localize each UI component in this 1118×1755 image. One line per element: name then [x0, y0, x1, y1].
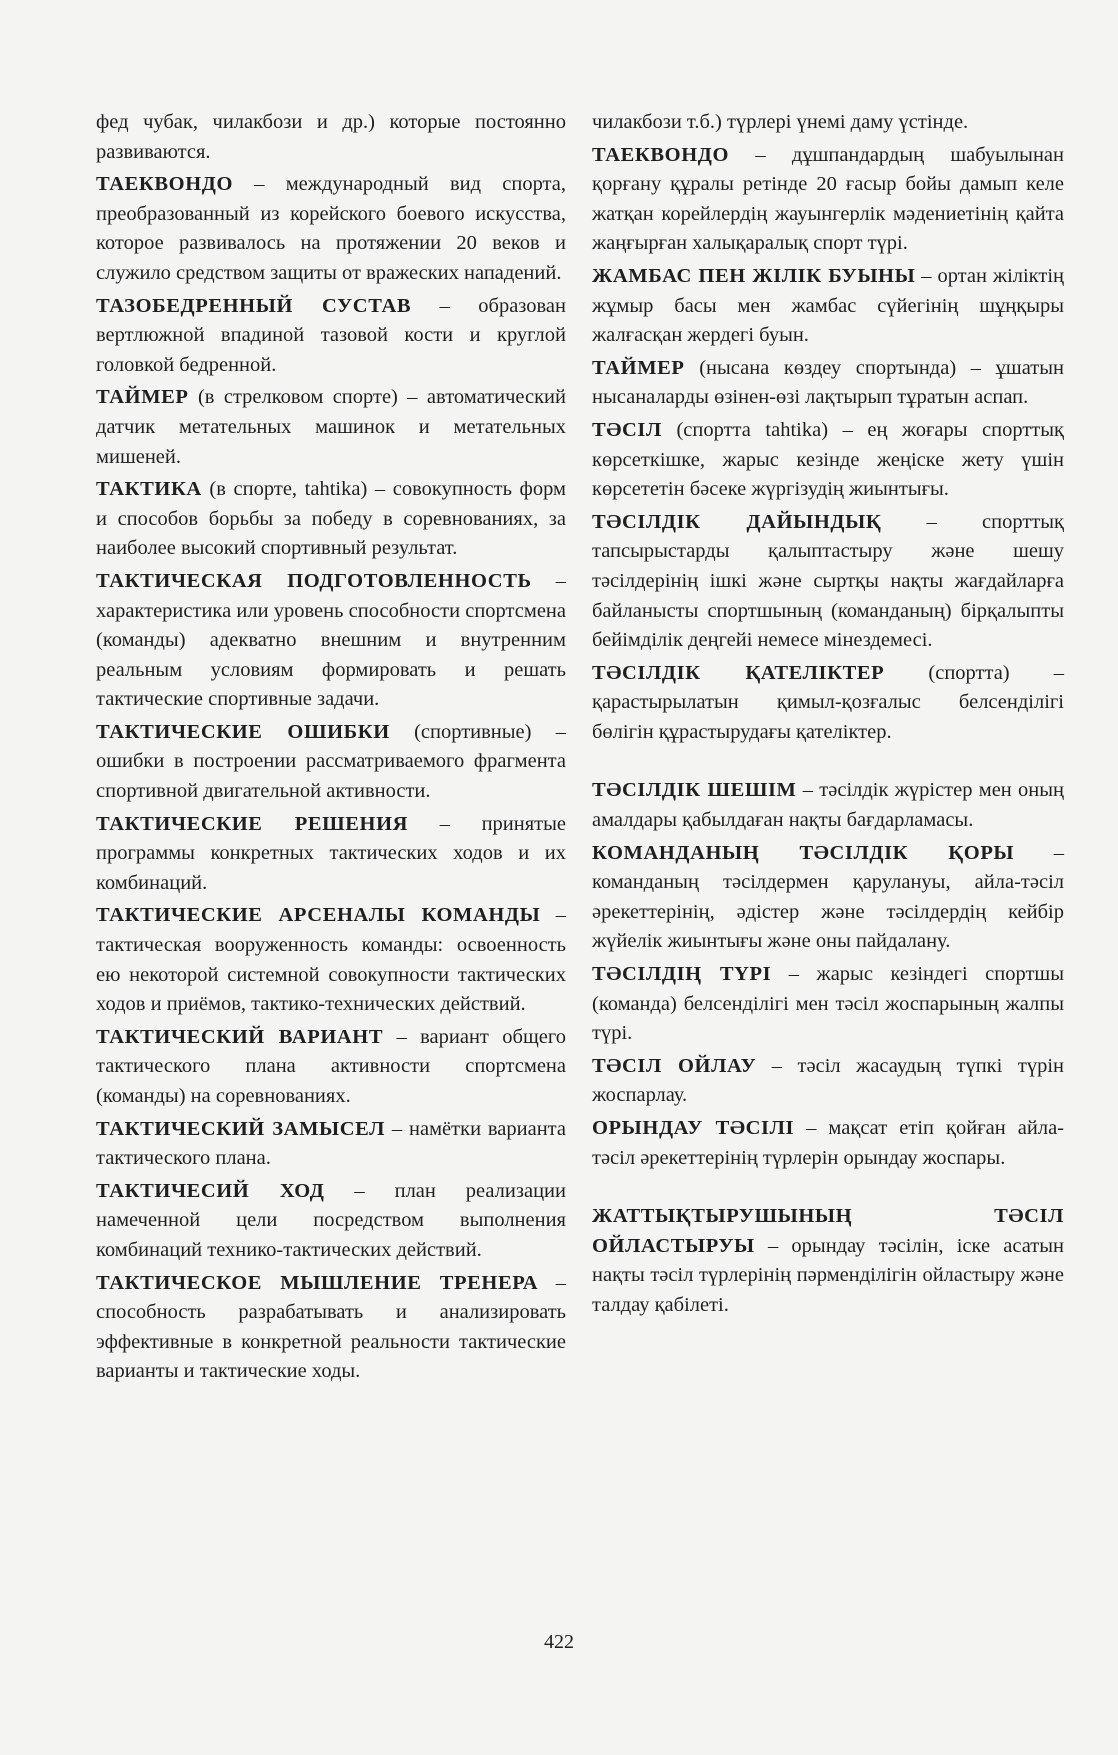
- entry-term: КОМАНДАНЫҢ ТӘСІЛДІК ҚОРЫ: [592, 841, 1015, 864]
- entry-definition: (нысана көздеу спортында) – ұшатын нысаналарды өзінен-өзі лақтырып тұратын аспап.: [592, 356, 1064, 409]
- entry-term: ТАЕКВОНДО: [96, 173, 234, 196]
- dictionary-entry: [96, 901, 566, 1019]
- dictionary-entry: [96, 475, 566, 564]
- entry-term: ТАКТИЧЕСКИЕ РЕШЕНИЯ: [96, 812, 409, 835]
- entry-definition: – тәсілдік жүрістер мен оның амалдары қабылдаған нақты бағдарламасы.: [592, 779, 1064, 832]
- entry-term: ТӘСІЛ: [592, 418, 662, 441]
- entry-definition: (спортта) – қарастырылатын қимыл-қозғалыс белсенділігі бөлігін құрастырудағы қателіктер.: [592, 661, 1064, 743]
- entry-definition: (в стрелковом спорте) – автоматический датчик метательных машинок и метательных мишеней.: [96, 386, 566, 468]
- entry-term: ТАКТИЧЕСКАЯ ПОДГОТОВЛЕННОСТЬ: [96, 569, 532, 592]
- entry-definition: – дұшпандардың шабуылынан қорғану құралы ретінде 20 ғасыр бойы дамып келе жатқан корейлердің жауынгерлік мәдениетінің қайта жаңғырған халықаралық спорт түрі.: [592, 143, 1064, 255]
- entry-definition: – ортан жіліктің жұмыр басы мен жамбас сүйегінің шұңқыры жалғасқан жердегі буын.: [592, 264, 1064, 347]
- entry-definition: – вариант общего тактического плана активности спортсмена (команды) на соревнованиях.: [96, 1025, 566, 1107]
- entry-term: ТАКТИЧЕСКИЕ ОШИБКИ: [96, 720, 390, 743]
- entry-definition: – способность разрабатывать и анализировать эффективные в конкретной реальности тактические варианты и тактические ходы.: [96, 1271, 566, 1383]
- page-number: 422: [544, 1631, 574, 1653]
- dictionary-entry: [96, 383, 566, 472]
- entry-definition: – орындау тәсілін, іске асатын нақты тәсіл түрлерінің пәрменділігін ойластыру және талдау қабілеті.: [592, 1234, 1064, 1316]
- entry-definition: (спортта tahtika) – ең жоғары спорттық көрсеткішке, жарыс кезінде жеңіске жету үшін көрсететін бәсеке жүргізудің жиынтығы.: [592, 418, 1064, 501]
- dictionary-entry: [592, 776, 1064, 835]
- dictionary-entry: [592, 354, 1064, 413]
- left-column-russian: [96, 108, 566, 1390]
- entry-definition: – международный вид спорта, преобразованный из корейского боевого искусства, которое развивалось на протяжении 20 веков и служило средством защиты от вражеских нападений.: [96, 173, 566, 284]
- dictionary-entry: [96, 1269, 566, 1387]
- entry-definition: – принятые программы конкретных тактических ходов и их комбинаций.: [96, 812, 566, 894]
- dictionary-entry: [96, 1177, 566, 1266]
- dictionary-entry: [592, 508, 1064, 656]
- dictionary-entry: [592, 141, 1064, 259]
- dictionary-entry: [592, 416, 1064, 505]
- entry-term: ТАКТИКА: [96, 478, 202, 501]
- dictionary-entry: [96, 567, 566, 715]
- dictionary-entry: [96, 718, 566, 807]
- entry-term: ТАКТИЧЕСИЙ ХОД: [96, 1179, 325, 1202]
- entry-definition: – команданың тәсілдермен қарулануы, айла-тәсіл әрекеттерінің, әдістер және тәсілдердің кейбір жүйелік жиынтығы және оны пайдалану.: [592, 841, 1064, 953]
- dictionary-entry: [96, 108, 566, 167]
- entry-term: ТӘСІЛДІҢ ТҮРІ: [592, 963, 772, 986]
- entry-definition: – образован вертлюжной впадиной тазовой кости и круглой головкой бедренной.: [96, 294, 566, 376]
- entry-definition: – жарыс кезіндегі спортшы (команда) белсенділігі мен тәсіл жоспарының жалпы түрі.: [592, 963, 1064, 1045]
- entry-term: ЖАТТЫҚТЫРУШЫНЫҢ ТӘСІЛ ОЙЛАСТЫРУЫ: [592, 1205, 1064, 1257]
- entry-term: ТӘСІЛДІК ҚАТЕЛІКТЕР: [592, 661, 885, 684]
- spacer: [592, 1176, 1064, 1202]
- entry-term: ОРЫНДАУ ТӘСІЛІ: [592, 1117, 795, 1139]
- dictionary-entry: [96, 292, 566, 381]
- dictionary-entry: [96, 810, 566, 899]
- dictionary-entry: [592, 960, 1064, 1049]
- entry-definition: – план реализации намеченной цели посредством выполнения комбинаций технико-тактических действий.: [96, 1179, 566, 1261]
- spacer: [592, 750, 1064, 776]
- dictionary-entry: [96, 1115, 566, 1174]
- dictionary-entry: [592, 839, 1064, 957]
- dictionary-entry: [592, 1202, 1064, 1320]
- entry-term: ЖАМБАС ПЕН ЖІЛІК БУЫНЫ: [592, 264, 916, 287]
- dictionary-entry: [592, 659, 1064, 748]
- dictionary-entry: [592, 108, 1064, 138]
- dictionary-entry: [96, 170, 566, 288]
- entry-term: ТАКТИЧЕСКИЙ ЗАМЫСЕЛ: [96, 1117, 386, 1140]
- entry-definition: – мақсат етіп қойған айла-тәсіл әрекеттерінің түрлерін орындау жоспары.: [592, 1117, 1065, 1169]
- entry-term: ТӘСІЛДІК ДАЙЫНДЫҚ: [592, 510, 882, 533]
- dictionary-entry: [592, 1114, 1064, 1173]
- entry-definition: чилакбози т.б.) түрлері үнемі даму үстінде.: [592, 111, 969, 133]
- entry-definition: фед чубак, чилакбози и др.) которые постоянно развиваются.: [96, 111, 566, 163]
- entry-term: ТӘСІЛДІК ШЕШІМ: [592, 779, 797, 802]
- entry-definition: – намётки варианта тактического плана.: [96, 1117, 566, 1170]
- entry-term: ТАЕКВОНДО: [592, 143, 730, 166]
- entry-term: ТАКТИЧЕСКОЕ МЫШЛЕНИЕ ТРЕНЕРА: [96, 1271, 539, 1294]
- dictionary-entry: [96, 1023, 566, 1112]
- entry-term: ТАКТИЧЕСКИЕ АРСЕНАЛЫ КОМАНДЫ: [96, 904, 541, 927]
- entry-definition: (в спорте, tahtika) – совокупность форм и способов борьбы за победу в соревнованиях, за наиболее высокий спортивный результат.: [96, 478, 566, 560]
- entry-definition: (спортивные) – ошибки в построении рассматриваемого фрагмента спортивной двигательной активности.: [96, 720, 567, 803]
- entry-definition: – тактическая вооруженность команды: освоенность ею некоторой системной совокупности тактических ходов и приёмов, тактико-технических действий.: [96, 904, 566, 1016]
- entry-term: ТАКТИЧЕСКИЙ ВАРИАНТ: [96, 1025, 384, 1048]
- entry-term: ТАЙМЕР: [96, 386, 189, 409]
- entry-definition: – характеристика или уровень способности спортсмена (команды) адекватно внешним и внутренним реальным условиям формировать и решать тактические спортивные задачи.: [96, 569, 566, 711]
- entry-definition: – спорттық тапсырыстарды қалыптастыру және шешу тәсілдерінің ішкі және сыртқы нақты жағдайларға байланысты спортшының (команданың) бірқалыпты бейімділік деңгейі немесе мінездемесі.: [592, 510, 1064, 652]
- dictionary-entry: [592, 262, 1064, 351]
- right-column-kazakh: [592, 108, 1064, 1324]
- entry-term: ТАЗОБЕДРЕННЫЙ СУСТАВ: [96, 294, 412, 317]
- entry-term: ТАЙМЕР: [592, 356, 685, 379]
- entry-term: ТӘСІЛ ОЙЛАУ: [592, 1054, 757, 1077]
- entry-definition: – тәсіл жасаудың түпкі түрін жоспарлау.: [592, 1054, 1064, 1107]
- dictionary-entry: [592, 1052, 1064, 1111]
